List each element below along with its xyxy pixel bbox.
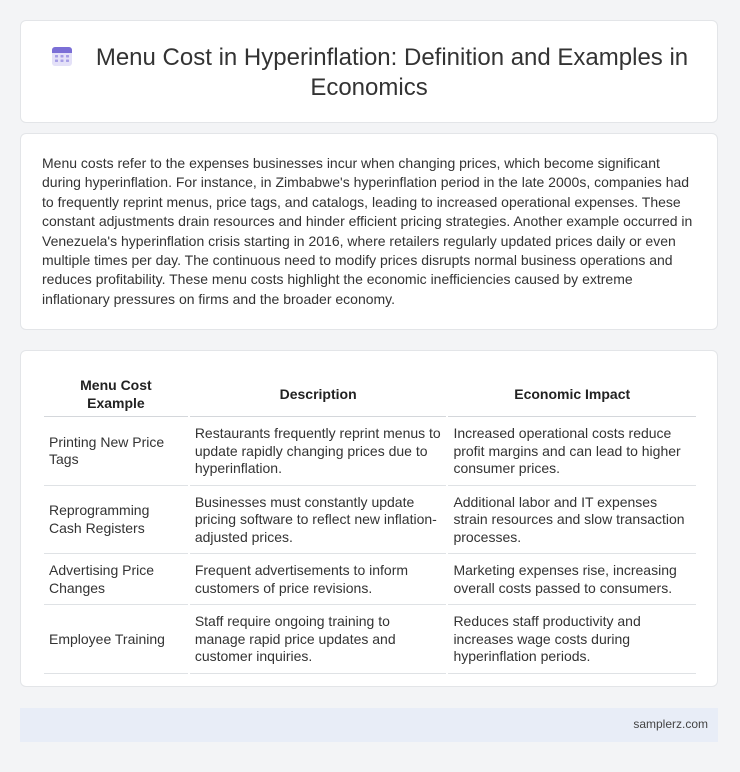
cell-description: Restaurants frequently reprint menus to update rapidly changing prices due to hyperinflation.: [190, 417, 447, 486]
header-impact: Economic Impact: [448, 373, 696, 417]
cell-example: Reprogramming Cash Registers: [44, 486, 188, 555]
footer-site-link[interactable]: samplerz.com: [633, 717, 708, 731]
cell-example: Employee Training: [44, 605, 188, 674]
header-description: Description: [190, 373, 447, 417]
table-card: [20, 350, 718, 687]
menu-cost-table: [42, 373, 698, 674]
title-card: [20, 20, 718, 123]
cell-description: Businesses must constantly update pricing software to reflect new inflation-adjusted prices.: [190, 486, 447, 555]
cell-impact: Marketing expenses rise, increasing overall costs passed to consumers.: [448, 554, 696, 605]
description-text: Menu costs refer to the expenses businesses incur when changing prices, which become significant during hyperinflation. For instance, in Zimbabwe's hyperinflation period in the late 2000s, companies had to frequently reprint menus, price tags, and catalogs, leading to increased operational expenses. These constant adjustments drain resources and hinder efficient pricing strategies. Another example occurred in Venezuela's hyperinflation crisis starting in 2016, where retailers regularly updated prices daily or even multiple times per day. The continuous need to modify prices disrupts normal business operations and reduces profitability. These menu costs highlight the economic inefficiencies caused by extreme inflationary pressures on firms and the broader economy.: [42, 155, 693, 307]
cell-impact: Additional labor and IT expenses strain resources and slow transaction processes.: [448, 486, 696, 555]
table-row: [44, 605, 696, 674]
cell-example: Advertising Price Changes: [44, 554, 188, 605]
page-title: Menu Cost in Hyperinflation: Definition and Examples in Economics: [95, 44, 689, 101]
header-example: Menu Cost Example: [44, 373, 188, 417]
cell-description: Frequent advertisements to inform customers of price revisions.: [190, 554, 447, 605]
cell-impact: Increased operational costs reduce profit margins and can lead to higher consumer prices.: [448, 417, 696, 486]
table-row: [44, 486, 696, 555]
footer-bar: [20, 708, 718, 742]
cell-example: Printing New Price Tags: [44, 417, 188, 486]
table-row: [44, 417, 696, 486]
table-header-row: [44, 373, 696, 417]
calendar-icon: [50, 44, 74, 68]
cell-impact: Reduces staff productivity and increases wage costs during hyperinflation periods.: [448, 605, 696, 674]
description-card: [20, 133, 718, 330]
cell-description: Staff require ongoing training to manage rapid price updates and customer inquiries.: [190, 605, 447, 674]
table-row: [44, 554, 696, 605]
page-title-wrap: [21, 43, 717, 103]
